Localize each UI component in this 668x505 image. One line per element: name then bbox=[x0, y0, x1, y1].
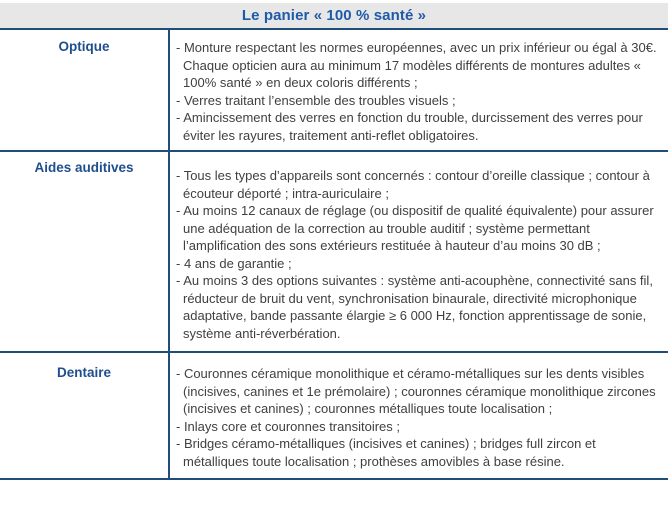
row-label-cell-dentaire bbox=[0, 353, 170, 478]
bullet-item: - Verres traitant l’ensemble des troubles visuels ; bbox=[176, 92, 456, 108]
row-label: Optique bbox=[58, 39, 110, 54]
bullet-item: - Bridges céramo-métalliques (incisives et canines) ; bridges full zircon et métalliques toute localisation ; prothèses amovibles à base résine. bbox=[176, 436, 596, 469]
bullet-item: - 4 ans de garantie ; bbox=[176, 255, 292, 271]
bullet-item: - Monture respectant les normes européennes, avec un prix inférieur ou égal à 30€. Chaque opticien aura au minimum 17 modèles différents de montures adultes « 100% santé » en deux coloris différents ; bbox=[176, 40, 657, 90]
row-label: Aides auditives bbox=[34, 160, 134, 175]
table-row-dentaire bbox=[0, 353, 668, 480]
bullet-item: - Inlays core et couronnes transitoires ; bbox=[176, 418, 400, 434]
table-title: Le panier « 100 % santé » bbox=[241, 7, 427, 24]
bullet-item: - Amincissement des verres en fonction du trouble, durcissement des verres pour éviter les rayures, traitement anti-reflet obligatoires. bbox=[176, 110, 643, 143]
row-label: Dentaire bbox=[56, 365, 112, 380]
document-page bbox=[0, 3, 668, 505]
table-header bbox=[0, 3, 668, 30]
sante-basket-table bbox=[0, 3, 668, 480]
row-content-dentaire bbox=[170, 353, 668, 478]
bullet-item: - Au moins 3 des options suivantes : système anti-acouphène, connectivité sans fil, réducteur de bruit du vent, synchronisation binaurale, directivité microphonique adaptative, bande passante élargie ≥ 6 000 Hz, fonction apprentissage de sonie, système anti-réverbération. bbox=[176, 273, 653, 341]
row-content-optique bbox=[170, 30, 668, 150]
table-row-aides-auditives bbox=[0, 152, 668, 353]
row-content-aides-auditives bbox=[170, 152, 668, 351]
table-row-optique bbox=[0, 30, 668, 152]
row-label-cell-aides-auditives bbox=[0, 152, 170, 351]
bullet-item: - Tous les types d’appareils sont concernés : contour d’oreille classique ; contour à écouteur déporté ; intra-auriculaire ; bbox=[176, 168, 650, 201]
row-label-cell-optique bbox=[0, 30, 170, 150]
bullet-item: - Couronnes céramique monolithique et céramo-métalliques sur les dents visibles (incisives, canines et 1e prémolaire) ; couronnes céramique monolithique zircones (incisives et canines) ; couronnes métalliques toute localisation ; bbox=[176, 366, 656, 416]
bullet-item: - Au moins 12 canaux de réglage (ou dispositif de qualité équivalente) pour assurer une adéquation de la correction au trouble auditif ; système permettant l’amplification des sons extérieurs restituée à hauteur d’au moins 30 dB ; bbox=[176, 203, 654, 253]
